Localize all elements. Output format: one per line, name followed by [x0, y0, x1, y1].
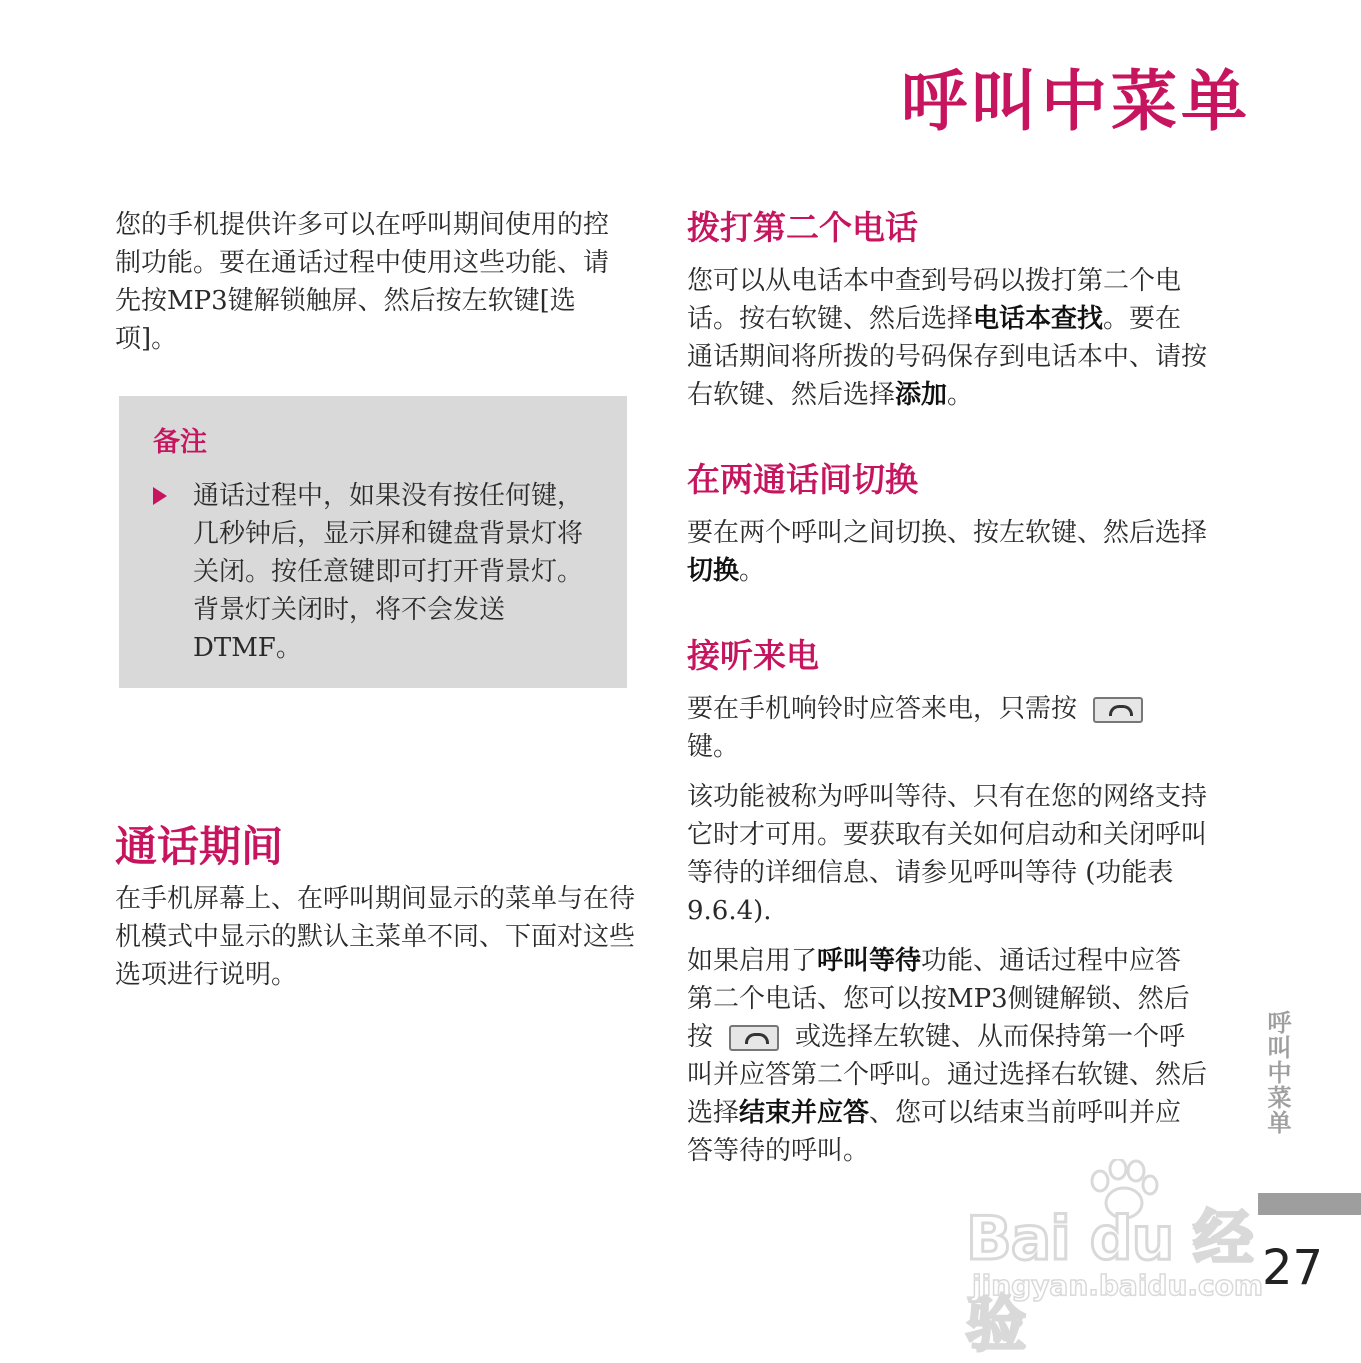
- call-key-icon: [1093, 697, 1143, 723]
- section-body-during-call: 在手机屏幕上、在呼叫期间显示的菜单与在待机模式中显示的默认主菜单不同、下面对这些选项进行说明。: [115, 884, 636, 990]
- answer3-text-4: 、您可以结束当前呼叫并应答等待的呼叫。: [687, 1098, 1182, 1166]
- intro-paragraph: 您的手机提供许多可以在呼叫期间使用的控制功能。要在通话过程中使用这些功能、请先按MP3键解锁触屏、然后按左软键[选项]。: [115, 210, 610, 354]
- section-second-call: [687, 206, 1207, 414]
- second-call-text-3: 。: [947, 380, 974, 410]
- note-text: 通话过程中，如果没有按任何键，几秒钟后，显示屏和键盘背景灯将关闭。按任意键即可打开背景灯。背景灯关闭时，将不会发送 DTMF。: [193, 481, 584, 663]
- switch-bold: 切换: [687, 556, 740, 586]
- answer3-bold-end-answer: 结束并应答: [739, 1098, 870, 1128]
- page-number: 27: [1262, 1240, 1324, 1296]
- side-tab-label: 呼叫中菜单: [1263, 1010, 1291, 1135]
- switch-calls-paragraph: [687, 514, 1207, 590]
- second-call-bold-phonebook: 电话本查找: [973, 304, 1104, 334]
- watermark-main-text: Bai du 经验: [966, 1204, 1253, 1360]
- second-call-text-1: 您可以从电话本中查到号码以拨打第二个电话。按右软键、然后选择: [687, 266, 1182, 334]
- page-tab-bar: [1258, 1193, 1361, 1215]
- answer-text-1: 要在手机响铃时应答来电，只需按: [687, 694, 1078, 724]
- answer3-text-1: 如果启用了: [687, 946, 818, 976]
- switch-text-2: 。: [739, 556, 766, 586]
- answer3-bold-call-waiting: 呼叫等待: [817, 946, 922, 976]
- answer-paragraph-2: 该功能被称为呼叫等待、只有在您的网络支持它时才可用。要获取有关如何启动和关闭呼叫等待的详细信息、请参见呼叫等待 (功能表 9.6.4).: [687, 782, 1208, 926]
- right-column: [687, 206, 1207, 1214]
- answer-paragraph-1: [687, 690, 1207, 766]
- answer3-text-2: 功能、通话过程中应答第二个电话、您可以按MP3侧键解锁、然后按: [687, 946, 1190, 1052]
- switch-text-1: 要在两个呼叫之间切换、按左软键、然后选择: [687, 518, 1208, 548]
- second-call-paragraph: [687, 262, 1207, 414]
- answer-text-2: 键。: [687, 732, 740, 762]
- section-answer-call: [687, 634, 1207, 1170]
- second-call-bold-add: 添加: [895, 380, 948, 410]
- section-title-during-call: 通话期间: [115, 822, 284, 871]
- note-title: 备注: [153, 427, 207, 458]
- call-key-icon: [729, 1025, 779, 1051]
- section-switch-calls: [687, 458, 1207, 590]
- answer3-text-3: 或选择左软键、从而保持第一个呼叫并应答第二个呼叫。通过选择右软键、然后选择: [687, 1022, 1208, 1128]
- note-bullet-icon: [153, 487, 167, 505]
- section-title-second-call: 拨打第二个电话: [687, 208, 918, 247]
- page-title: 呼叫中菜单: [901, 63, 1251, 140]
- note-item: [153, 477, 593, 667]
- section-title-answer-call: 接听来电: [687, 636, 819, 675]
- answer-paragraph-3: [687, 942, 1207, 1170]
- note-box: [119, 396, 627, 688]
- second-call-text-2: 。要在通话期间将所拨的号码保存到电话本中、请按右软键、然后选择: [687, 304, 1208, 410]
- watermark-url: jingyan.baidu.com: [972, 1269, 1264, 1302]
- left-column: [115, 206, 635, 994]
- section-title-switch-calls: 在两通话间切换: [687, 460, 918, 499]
